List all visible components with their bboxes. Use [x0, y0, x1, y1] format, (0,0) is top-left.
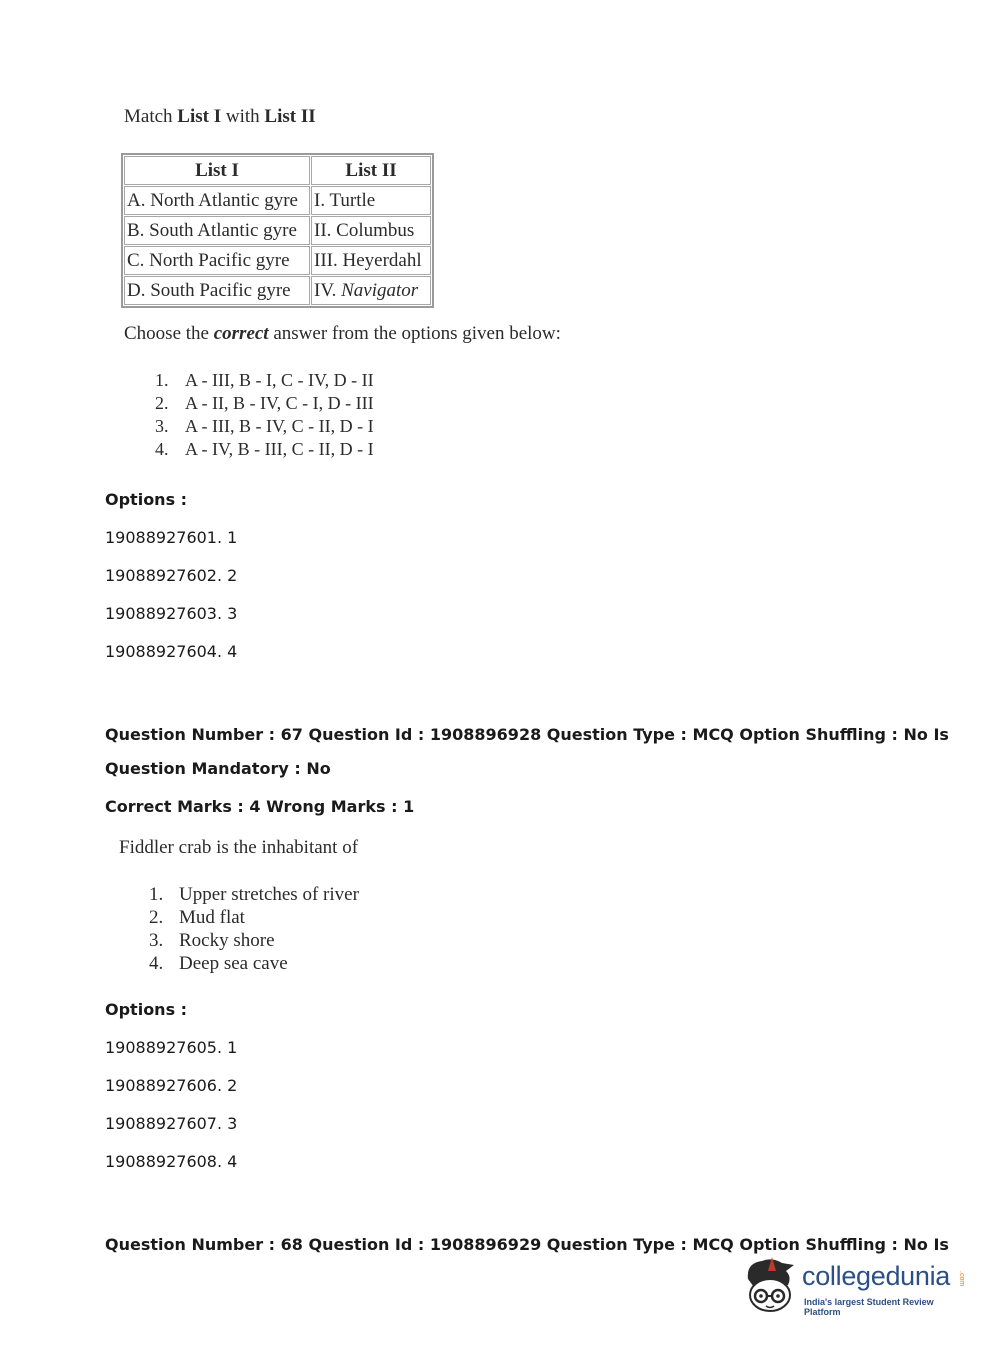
question-meta-line-2: Question Mandatory : No [105, 759, 331, 778]
option-item: 19088927605. 1 [105, 1038, 238, 1057]
column-header-list-1: List I [124, 156, 310, 185]
table-cell: C. North Pacific gyre [124, 246, 310, 275]
mascot-icon [742, 1257, 800, 1317]
question-text: Fiddler crab is the inhabitant of [119, 837, 359, 858]
table-cell: D. South Pacific gyre [124, 276, 310, 305]
question-meta-line-1: Question Number : 67 Question Id : 1908896928 Question Type : MCQ Option Shuffling : No Is [105, 725, 949, 744]
table-row [124, 246, 431, 275]
table-header-row [124, 156, 431, 185]
collegedunia-logo [742, 1257, 972, 1317]
list-item: 3. A - III, B - IV, C - II, D - I [155, 416, 374, 436]
option-item: 19088927604. 4 [105, 642, 238, 661]
logo-com: .com [958, 1271, 965, 1287]
table-cell: III. Heyerdahl [311, 246, 431, 275]
table-cell: II. Columbus [311, 216, 431, 245]
column-header-list-2: List II [311, 156, 431, 185]
table-row [124, 276, 431, 305]
list-item: 4. Deep sea cave [149, 953, 288, 974]
options-heading: Options : [105, 1000, 188, 1019]
list-item: 4. A - IV, B - III, C - II, D - I [155, 439, 374, 459]
logo-tagline: India's largest Student Review Platform [804, 1297, 934, 1317]
option-item: 19088927601. 1 [105, 528, 238, 547]
match-table [121, 153, 434, 308]
logo-wordmark: collegedunia [802, 1261, 951, 1291]
list-item: 1. Upper stretches of river [149, 884, 359, 905]
table-cell: IV. Navigator [311, 276, 431, 305]
choose-instruction: Choose the correct answer from the options given below: [124, 323, 561, 344]
table-cell: I. Turtle [311, 186, 431, 215]
question-meta-line-1: Question Number : 68 Question Id : 1908896929 Question Type : MCQ Option Shuffling : No Is [105, 1235, 949, 1254]
list-item: 1. A - III, B - I, C - IV, D - II [155, 370, 374, 390]
answer-choices-list [149, 883, 359, 975]
question-marks: Correct Marks : 4 Wrong Marks : 1 [105, 797, 415, 816]
option-item: 19088927602. 2 [105, 566, 238, 585]
table-cell: A. North Atlantic gyre [124, 186, 310, 215]
list-item: 2. A - II, B - IV, C - I, D - III [155, 393, 374, 413]
list-item: 2. Mud flat [149, 907, 245, 928]
option-item: 19088927607. 3 [105, 1114, 238, 1133]
option-item: 19088927606. 2 [105, 1076, 238, 1095]
match-instruction: Match List I with List II [124, 106, 316, 127]
answer-choices-list [155, 369, 374, 461]
list-item: 3. Rocky shore [149, 930, 275, 951]
option-item: 19088927603. 3 [105, 604, 238, 623]
options-heading: Options : [105, 490, 188, 509]
table-row [124, 186, 431, 215]
table-cell: B. South Atlantic gyre [124, 216, 310, 245]
option-item: 19088927608. 4 [105, 1152, 238, 1171]
table-row [124, 216, 431, 245]
